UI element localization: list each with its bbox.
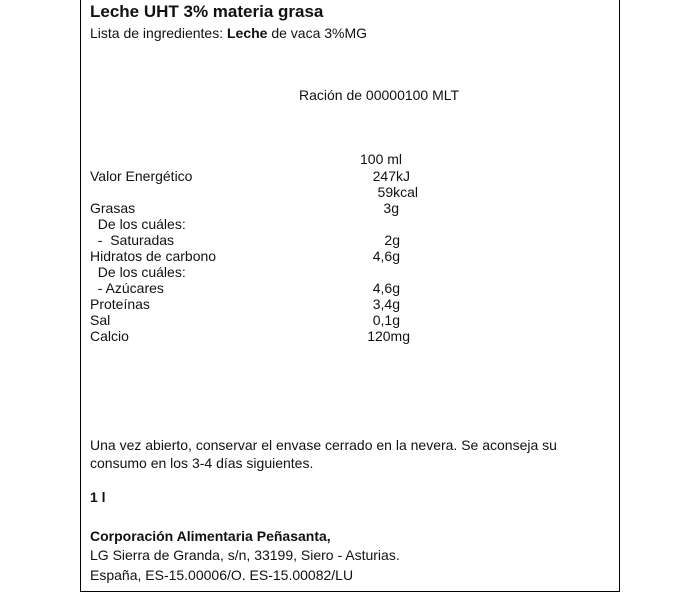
nutrition-row-label: Valor Energético [90, 168, 193, 184]
product-title: Leche UHT 3% materia grasa [90, 2, 324, 21]
storage-note: Una vez abierto, conservar el envase cerrado en la nevera. Se aconseja su consumo en los 3-4 días siguientes. [90, 437, 557, 471]
nutrition-row-label: Calcio [90, 328, 129, 344]
serving-size: Ración de 00000100 MLT [299, 87, 460, 103]
nutrition-row-value: 4,6g [372, 280, 400, 296]
nutrition-row-value: 2g [384, 232, 400, 248]
nutrition-row-value: 3,4g [372, 296, 400, 312]
nutrition-row-value: 59kcal [377, 184, 418, 200]
ingredients-main: Leche [226, 25, 268, 41]
ingredients-prefix: Lista de ingredientes: [90, 25, 227, 41]
nutrition-row-value: 0,1g [372, 312, 400, 328]
nutrition-row-label: Hidratos de carbono [90, 248, 217, 264]
nutrition-column-header: 100 ml [360, 151, 403, 167]
nutrition-row-label: Sal [90, 312, 111, 328]
nutrition-row-label: - Saturadas [90, 232, 175, 248]
net-quantity: 1 l [90, 489, 106, 505]
company-address: LG Sierra de Granda, s/n, 33199, Siero - Asturias. [90, 547, 400, 563]
company-name: Corporación Alimentaria Peñasanta, [90, 528, 331, 544]
product-label-sheet [80, 0, 620, 592]
nutrition-row-label: Grasas [90, 200, 136, 216]
ingredients-line [90, 25, 367, 41]
nutrition-row-value: 3g [383, 200, 399, 216]
nutrition-row-label: De los cuáles: [90, 216, 186, 232]
company-registry: España, ES-15.00006/O. ES-15.00082/LU [90, 567, 354, 583]
nutrition-row-value: 120mg [367, 328, 410, 344]
nutrition-row-value: 4,6g [372, 248, 400, 264]
nutrition-row-label: - Azúcares [90, 280, 164, 296]
nutrition-row-label: Proteínas [90, 296, 150, 312]
ingredients-rest: de vaca 3%MG [267, 25, 368, 41]
nutrition-row-value: 247kJ [372, 168, 410, 184]
nutrition-row-label: De los cuáles: [90, 264, 186, 280]
